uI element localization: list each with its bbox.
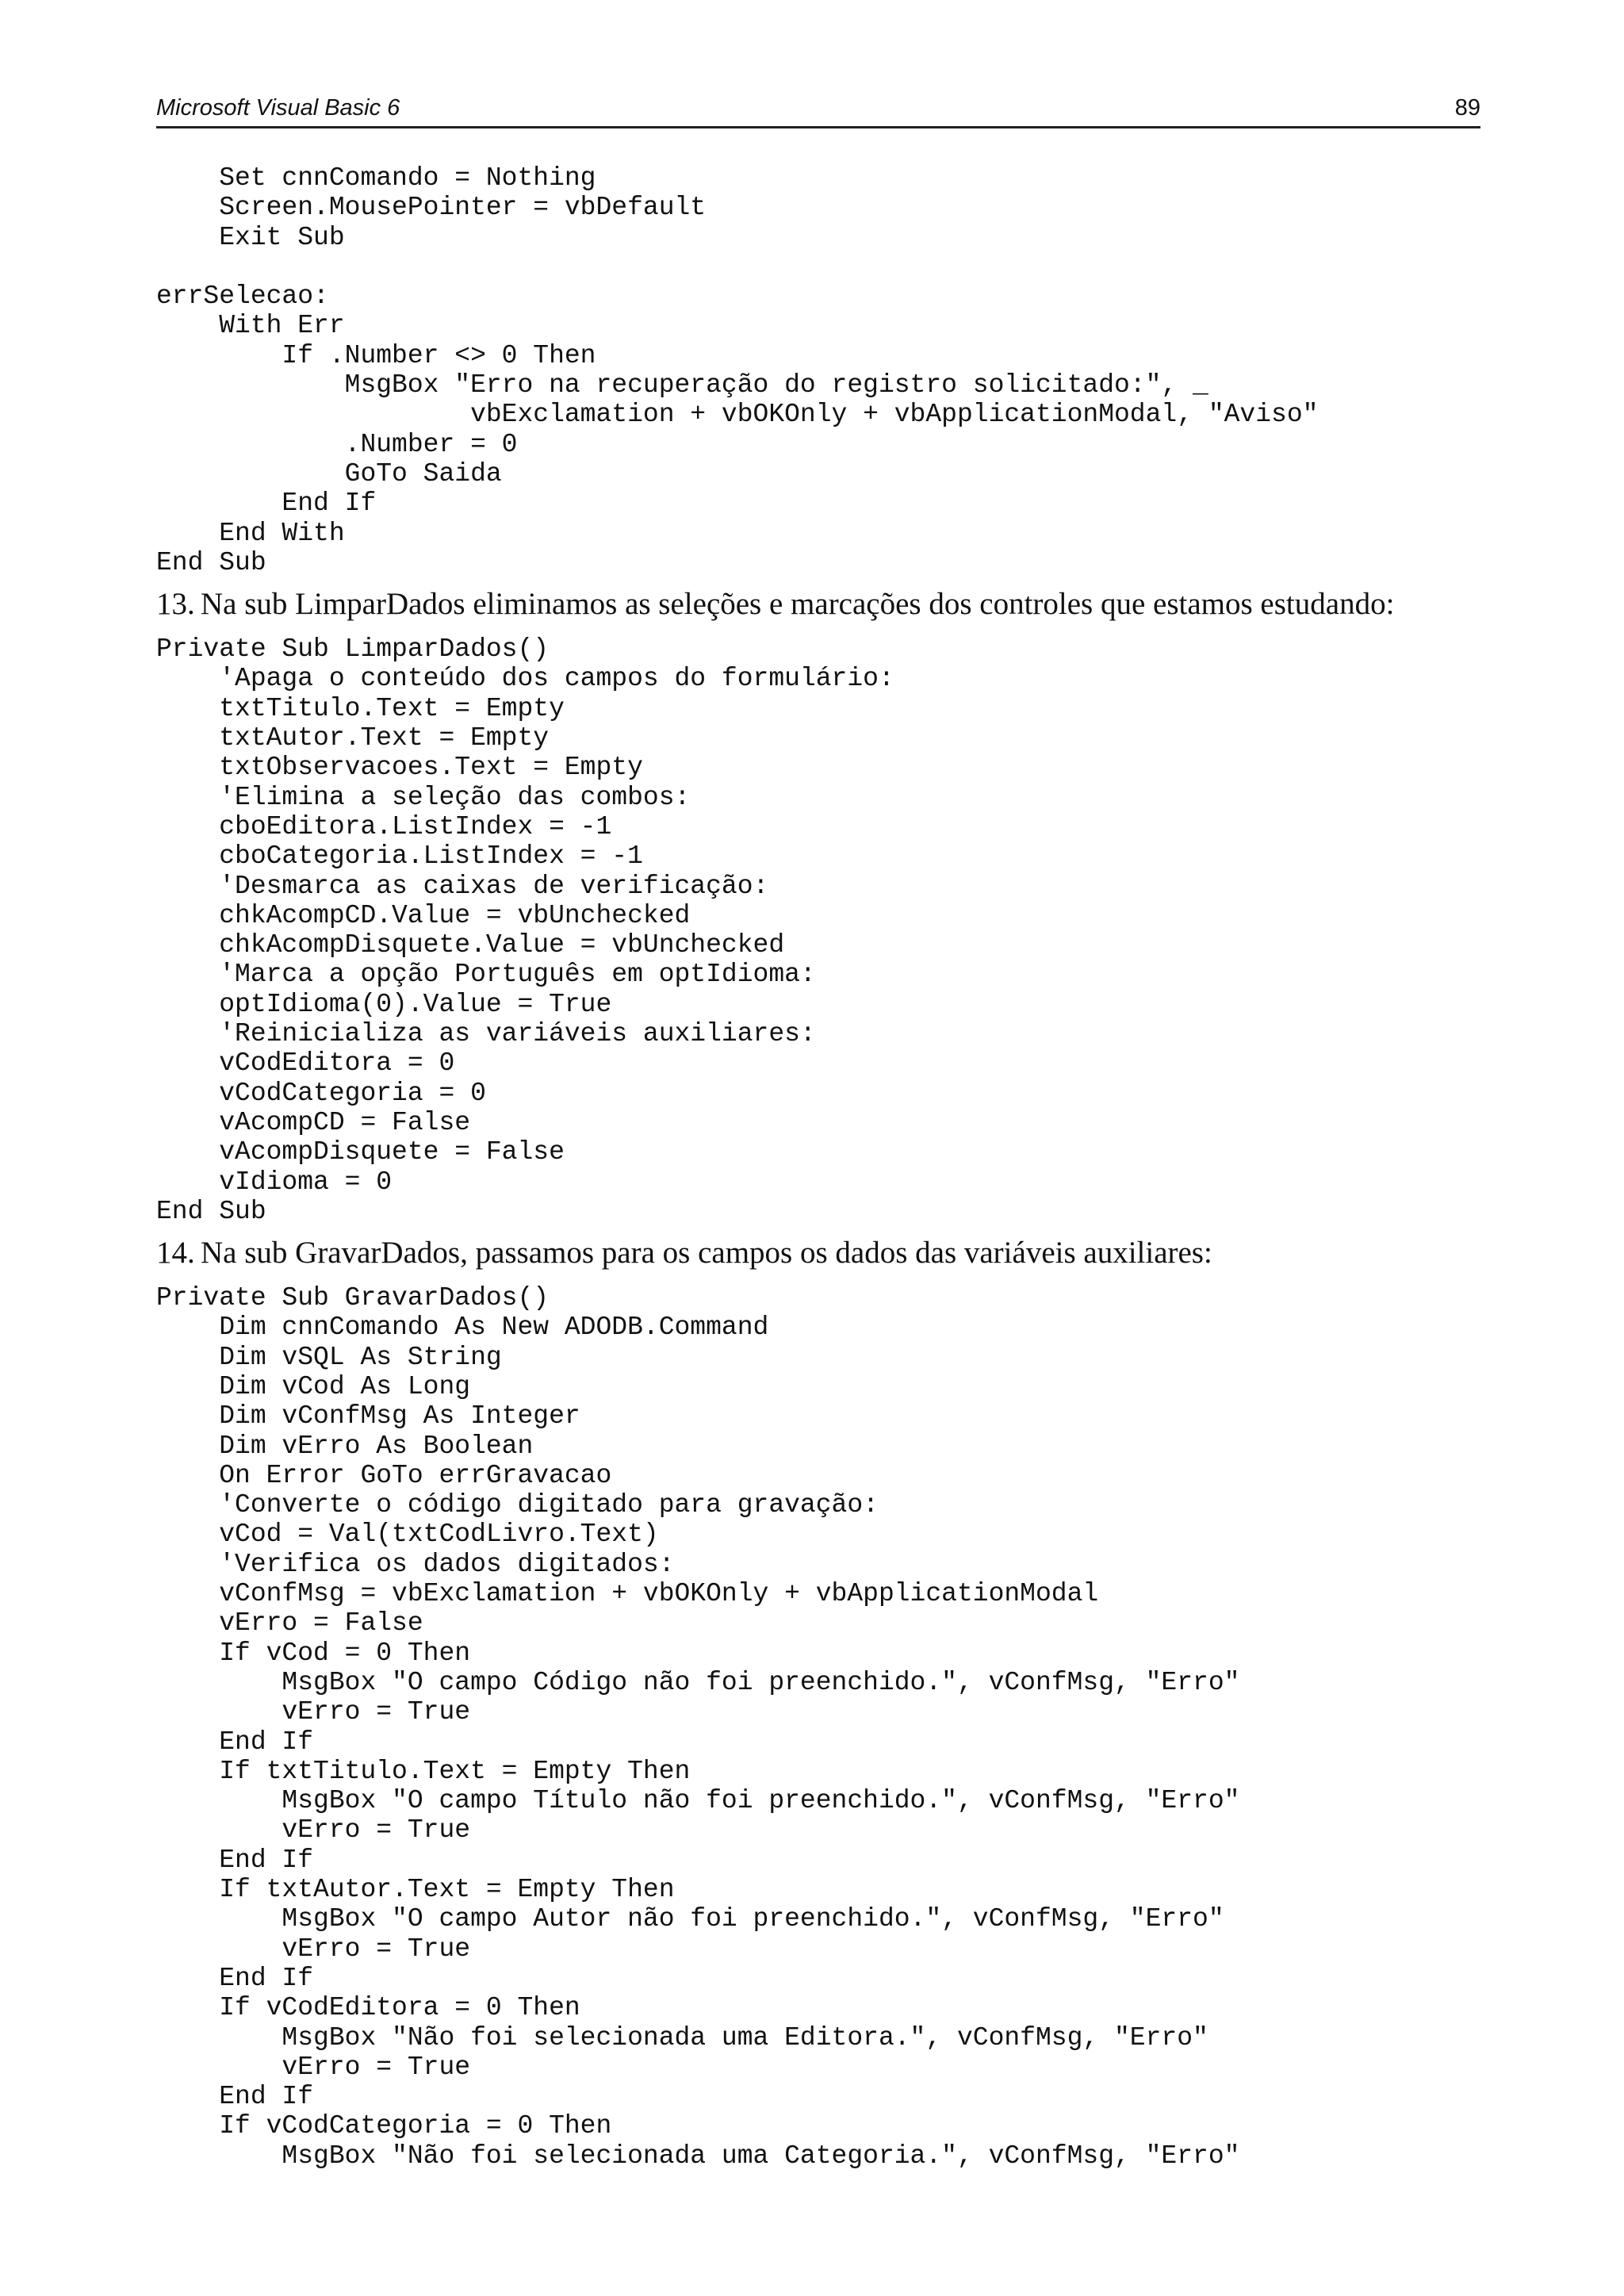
step-13-text: Na sub LimparDados eliminamos as seleções e marcações dos controles que estamos estudando:: [201, 587, 1395, 622]
step-14-number: 14.: [156, 1236, 195, 1271]
code-block-limpar-dados: Private Sub LimparDados() 'Apaga o conteúdo dos campos do formulário: txtTitulo.Text = Empty txtAutor.Text = Empty txtObservacoes.Text = Empty 'Elimina a seleção das combos: cboEditora.ListIndex = -1 cboCategoria.ListIndex = -1 'Desmarca as caixas de verificação: chkAcompCD.Value = vbUnchecked chkAcompDisquete.Value = vbUnchecked 'Marca a opção Português em optIdioma: optIdioma(0).Value = True 'Reinicializa as variáveis auxiliares: vCodEditora = 0 vCodCategoria = 0 vAcompCD = False vAcompDisquete = False vIdioma = 0 End Sub: [156, 634, 894, 1226]
code-block-error-handler: Set cnnComando = Nothing Screen.MousePointer = vbDefault Exit Sub errSelecao: With Err If .Number <> 0 Then MsgBox "Erro na recuperação do registro solicitado:", _ vbExclamation + vbOKOnly + vbApplicationModal, "Aviso" .Number = 0 GoTo Saida End If End With End Sub: [156, 163, 1319, 577]
header-title: Microsoft Visual Basic 6: [156, 95, 400, 121]
page-header: [156, 94, 1480, 128]
step-13-paragraph: [156, 587, 1496, 622]
page-number: 89: [1454, 95, 1480, 121]
step-14-paragraph: [156, 1236, 1496, 1271]
code-block-gravar-dados: Private Sub GravarDados() Dim cnnComando As New ADODB.Command Dim vSQL As String Dim vCod As Long Dim vConfMsg As Integer Dim vErro As Boolean On Error GoTo errGravacao 'Converte o código digitado para gravação: vCod = Val(txtCodLivro.Text) 'Verifica os dados digitados: vConfMsg = vbExclamation + vbOKOnly + vbApplicationModal vErro = False If vCod = 0 Then MsgBox "O campo Código não foi preenchido.", vConfMsg, "Erro" vErro = True End If If txtTitulo.Text = Empty Then MsgBox "O campo Título não foi preenchido.", vConfMsg, "Erro" vErro = True End If If txtAutor.Text = Empty Then MsgBox "O campo Autor não foi preenchido.", vConfMsg, "Erro" vErro = True End If If vCodEditora = 0 Then MsgBox "Não foi selecionada uma Editora.", vConfMsg, "Erro" vErro = True End If If vCodCategoria = 0 Then MsgBox "Não foi selecionada uma Categoria.", vConfMsg, "Erro": [156, 1283, 1240, 2171]
step-14-text: Na sub GravarDados, passamos para os campos os dados das variáveis auxiliares:: [201, 1236, 1212, 1271]
step-13-number: 13.: [156, 587, 195, 622]
page-content: [156, 163, 1496, 2171]
